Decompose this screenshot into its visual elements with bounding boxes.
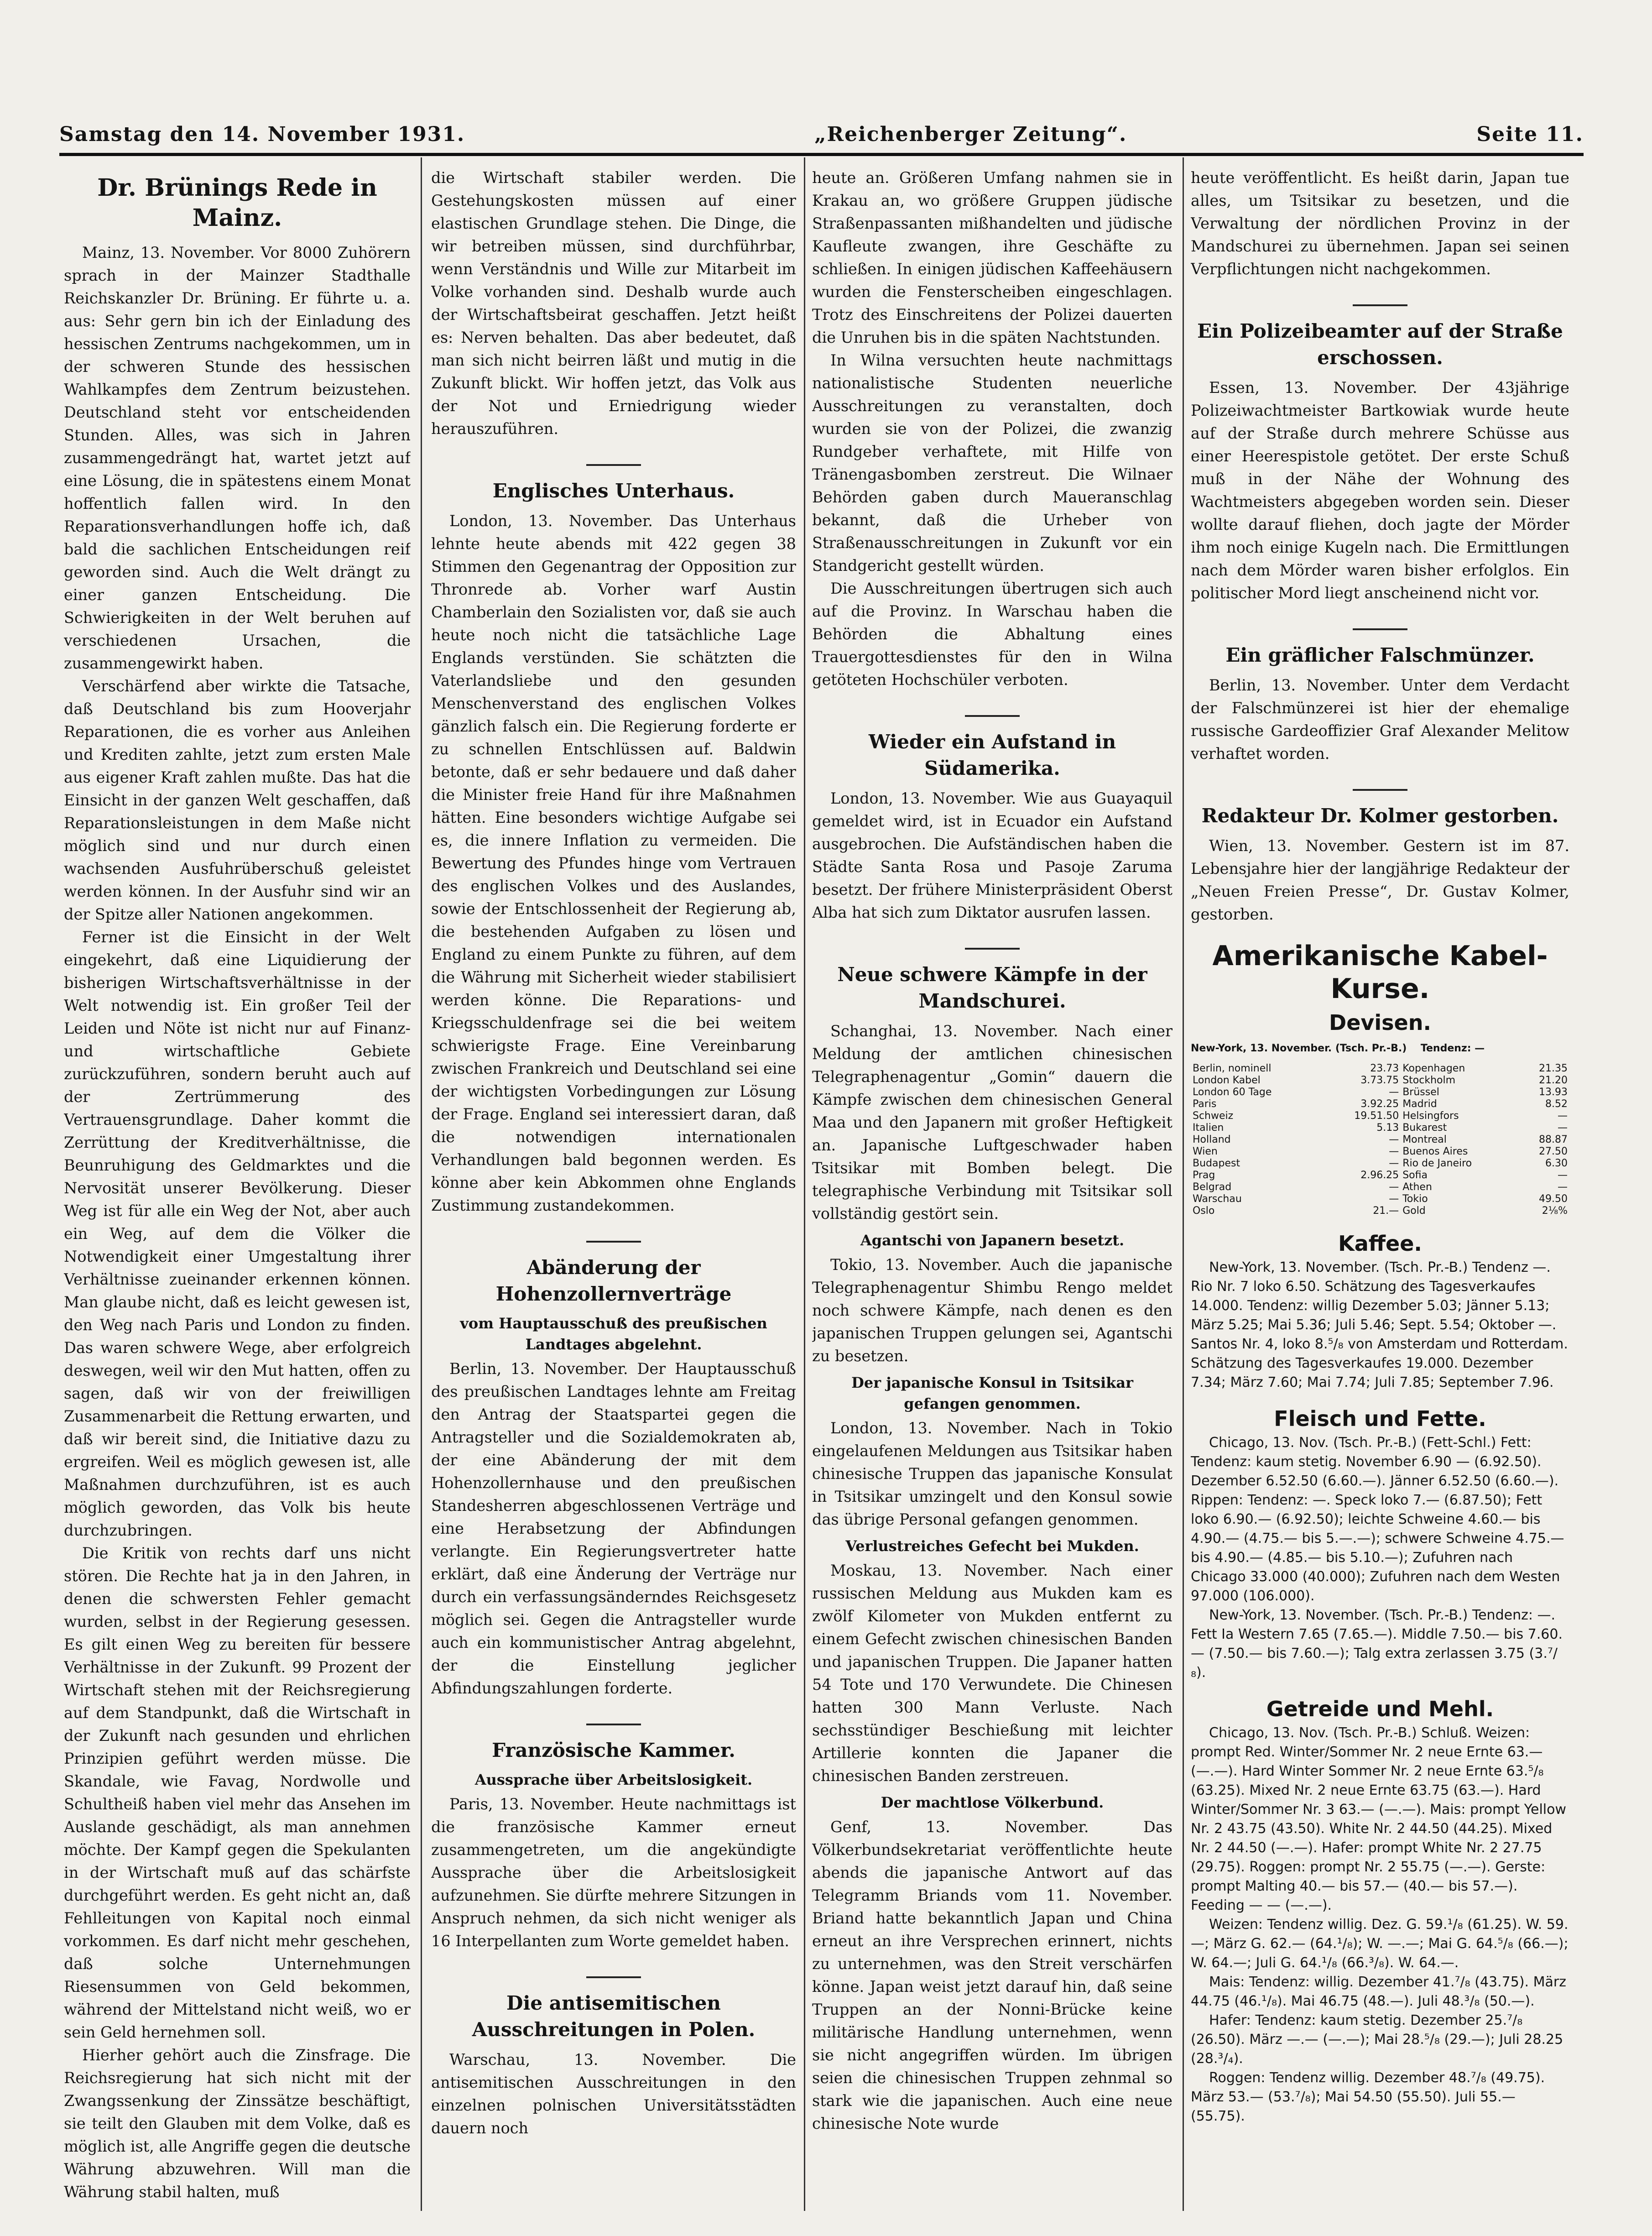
currency-rate: — bbox=[1389, 1087, 1399, 1098]
article-paragraph: die Wirtschaft stabiler werden. Die Gestehungskosten müssen auf einer elastischen Grundlage stehen. Die Dinge, die wir betreiben müssen, sind durchführbar, wenn Verständnis und Wille zur Mitarbeit im Volke vorhanden sind. Deshalb wurde auch der Wirtschaftsbeirat geschaffen. Jetzt heißt es: Nerven behalten. Das aber bedeutet, daß man sich nicht beirren läßt und mutig in die Zukunft blickt. Wir hoffen jetzt, das Volk aus der Not und Erniedrigung wieder herauszuführen. bbox=[431, 169, 796, 438]
article-title: Die antisemitischen Ausschreitungen in Polen. bbox=[472, 1992, 756, 2041]
devisen-row bbox=[1191, 1134, 1569, 1146]
currency-place: Helsingfors bbox=[1402, 1110, 1459, 1122]
article-paragraph: Berlin, 13. November. Unter dem Verdacht der Falschmünzerei ist hier der ehemalige russische Gardeoffizier Graf Alexander Melitow verhaftet worden. bbox=[1191, 676, 1569, 763]
devisen-row bbox=[1191, 1205, 1569, 1217]
market-report: Hafer: Tendenz: kaum stetig. Dezember 25.⁷/₈ (26.50). März —.— (—.—); Mai 28.⁵/₈ (29.—); Juli 28.25 (28.³/₄). bbox=[1191, 2012, 1563, 2067]
currency-place: Wien bbox=[1193, 1146, 1218, 1157]
market-report: Chicago, 13. Nov. (Tsch. Pr.-B.) Schluß. Weizen: prompt Red. Winter/Sommer Nr. 2 neue Ernte 63.— (—.—). Hard Winter Sommer Nr. 2 neue Ernte 63.⁵/₈ (63.25). Mixed Nr. 2 neue Ernte 63.75 (63.—). Hard Winter/Sommer Nr. 3 63.— (—.—). Mais: prompt Yellow Nr. 2 43.75 (43.50). White Nr. 2 44.50 (44.25). Mixed Nr. 2 44.50 (—.—). Hafer: prompt White Nr. 2 27.75 (29.75). Roggen: prompt Nr. 2 55.75 (—.—). Gerste: prompt Malting 40.— bis 57.— (40.— bis 57.—). Feeding — — (—.—). bbox=[1191, 1725, 1567, 1913]
column-4 bbox=[1191, 167, 1569, 2220]
header-rule bbox=[59, 153, 1584, 156]
currency-place: Tokio bbox=[1402, 1193, 1428, 1205]
column-rule bbox=[804, 157, 805, 2211]
currency-rate: 23.73 bbox=[1370, 1063, 1399, 1074]
article-title: Französische Kammer. bbox=[492, 1739, 735, 1761]
currency-place: Budapest bbox=[1193, 1158, 1240, 1169]
currency-place: Madrid bbox=[1402, 1098, 1437, 1110]
article-separator bbox=[431, 1226, 796, 1249]
currency-rate: — bbox=[1558, 1170, 1568, 1181]
currency-place: Rio de Janeiro bbox=[1402, 1158, 1472, 1169]
column-rule bbox=[1183, 157, 1184, 2211]
currency-rate: 21.35 bbox=[1539, 1063, 1568, 1074]
devisen-header-tendency: Tendenz: — bbox=[1420, 1043, 1485, 1054]
article-separator bbox=[812, 700, 1173, 723]
currency-place: Gold bbox=[1402, 1205, 1426, 1217]
currency-place: Belgrad bbox=[1193, 1181, 1232, 1193]
currency-rate: 8.52 bbox=[1545, 1098, 1568, 1110]
currency-rate: 21.20 bbox=[1539, 1075, 1568, 1086]
article-paragraph: Wien, 13. November. Gestern ist im 87. Lebensjahre hier der langjährige Redakteur der „Neuen Freien Presse“, Dr. Gustav Kolmer, gestorben. bbox=[1191, 837, 1569, 923]
article-separator bbox=[431, 1709, 796, 1732]
devisen-header-source: New-York, 13. November. (Tsch. Pr.-B.) bbox=[1191, 1043, 1407, 1054]
currency-place: Stockholm bbox=[1402, 1075, 1456, 1086]
devisen-header bbox=[1191, 1037, 1569, 1060]
article-paragraph: In Wilna versuchten heute nachmittags nationalistische Studenten neuerliche Ausschreitungen zu veranstalten, doch wurden sie von der Polizei, die zwanzig Rundgeber verhaftete, mit Hilfe von Tränengasbomben zerstreut. Die Wilnaer Behörden gaben durch Maueranschlag bekannt, daß die Urheber von Straßenausschreitungen in Zukunft vor ein Standgericht gestellt würden. bbox=[812, 351, 1173, 575]
article-title: Neue schwere Kämpfe in der Mandschurei. bbox=[837, 963, 1147, 1012]
currency-place: Kopenhagen bbox=[1402, 1063, 1465, 1074]
currency-rate: 27.50 bbox=[1539, 1146, 1568, 1157]
devisen-row bbox=[1191, 1181, 1569, 1193]
article-title: Wieder ein Aufstand in Südamerika. bbox=[868, 731, 1116, 779]
currency-place: Prag bbox=[1193, 1170, 1215, 1181]
currency-place: Holland bbox=[1193, 1134, 1231, 1145]
currency-rate: — bbox=[1389, 1193, 1399, 1205]
devisen-row bbox=[1191, 1063, 1569, 1075]
article-paragraph: Moskau, 13. November. Nach einer russischen Meldung aus Mukden kam es zwölf Kilometer von Mukden entfernt zu einem Gefecht zwischen chinesischen Banden und japanischen Truppen. Die Japaner hatten 54 Tote und 170 Verwundete. Die Chinesen hatten 300 Mann Verluste. Nach sechsstündiger Beschießung mit leichter Artillerie konnten die Japaner die chinesischen Banden zerstreuen. bbox=[812, 1562, 1173, 1785]
currency-place: Paris bbox=[1193, 1098, 1217, 1110]
currency-rate: 6.30 bbox=[1545, 1158, 1568, 1169]
devisen-row bbox=[1191, 1110, 1569, 1122]
newspaper-name: „Reichenberger Zeitung“. bbox=[814, 123, 1127, 146]
devisen-row bbox=[1191, 1170, 1569, 1181]
devisen-title: Devisen. bbox=[1329, 1010, 1431, 1035]
article-subheading: Agantschi von Japanern besetzt. bbox=[860, 1232, 1125, 1249]
currency-rate: 3.73.75 bbox=[1360, 1075, 1399, 1086]
page-number: Seite 11. bbox=[1476, 123, 1584, 146]
article-paragraph: London, 13. November. Wie aus Guayaquil gemeldet wird, ist in Ecuador ein Aufstand ausgebrochen. Die Aufständischen haben die Städte Santa Rosa und Pasoje Zaruma besetzt. Der frühere Ministerpräsident Oberst Alba hat sich zum Diktator ausrufen lassen. bbox=[812, 789, 1173, 921]
currency-place: Berlin, nominell bbox=[1193, 1063, 1272, 1074]
article-separator bbox=[431, 1962, 796, 1985]
currency-rate: — bbox=[1558, 1122, 1568, 1134]
article-paragraph: Mainz, 13. November. Vor 8000 Zuhörern sprach in der Mainzer Stadthalle Reichskanzler Dr. Brüning. Er führte u. a. aus: Sehr gern bin ich der Einladung des hessischen Zentrums nachgekommen, um in der schweren Stunde des hessischen Wahlkampfes dem Zentrum beizustehen. Deutschland steht vor entscheidenden Stunden. Alles, was sich in Jahren zusammengedrängt hat, wartet jetzt auf eine Lösung, die in spätestens einem Monat hoffentlich fallen wird. In den Reparationsverhandlungen hoffe ich, daß bald die sachlichen Entscheidungen reif geworden sind. Auch die Welt drängt zu einer ganzen Entscheidung. Die Schwierigkeiten in der Welt beruhen auf verschiedenen Ursachen, die zusammengewirkt haben. bbox=[64, 244, 411, 672]
article-subtitle: vom Hauptausschuß des preußischen Landtages abgelehnt. bbox=[460, 1315, 767, 1353]
page-header bbox=[59, 110, 1584, 146]
article-separator bbox=[1191, 774, 1569, 797]
article-title: Abänderung der Hohenzollernverträge bbox=[495, 1256, 732, 1305]
currency-place: Schweiz bbox=[1193, 1110, 1234, 1122]
currency-rate: — bbox=[1389, 1134, 1399, 1145]
currency-place: Buenos Aires bbox=[1402, 1146, 1468, 1157]
article-paragraph: Die Kritik von rechts darf uns nicht stören. Die Rechte hat ja in den Jahren, in denen die schwersten Fehler gemacht wurden, selbst in der Regierung gesessen. Es gilt einen Weg zu bereiten für bessere Verhältnisse in der Zukunft. 99 Prozent der Wirtschaft stehen mit der Reichsregierung auf dem Standpunkt, daß die Wirtschaft in der Zukunft nach gesunden und ehrlichen Prinzipien geführt werden müsse. Die Skandale, wie Favag, Nordwolle und Schultheiß haben viel mehr das Ansehen im Auslande geschädigt, als man annehmen möchte. Der Kampf gegen die Spekulanten in der Wirtschaft muß auf das schärfste durchgeführt werden. Es geht nicht an, daß Fehlleitungen von Kapital noch einmal vorkommen. Es darf nicht mehr geschehen, daß solche Unternehmungen Riesensummen von Geld bekommen, während der Mittelstand nicht weiß, wo er sein Geld hernehmen soll. bbox=[64, 1544, 411, 2041]
article-separator bbox=[1191, 290, 1569, 313]
market-report: New-York, 13. November. (Tsch. Pr.-B.) Tendenz: —. Fett Ia Western 7.65 (7.65.—). Middle 7.50.— bis 7.60.— (7.50.— bis 7.60.—); Talg extra zerlassen 3.75 (3.⁷/₈). bbox=[1191, 1607, 1563, 1681]
currency-rate: 3.92.25 bbox=[1360, 1098, 1399, 1110]
currency-place: Montreal bbox=[1402, 1134, 1447, 1145]
article-paragraph: Paris, 13. November. Heute nachmittags ist die französische Kammer erneut zusammengetreten, um die angekündigte Aussprache über die Arbeitslosigkeit aufzunehmen. Sie dürfte mehrere Sitzungen in Anspruch nehmen, da sich nicht weniger als 16 Interpellanten zum Worte gemeldet haben. bbox=[431, 1795, 796, 1950]
article-paragraph: Essen, 13. November. Der 43jährige Polizeiwachtmeister Bartkowiak wurde heute auf der Straße durch mehrere Schüsse aus einer Heerespistole getötet. Der erste Schuß muß in der Nähe der Wohnung des Wachtmeisters abgegeben worden sein. Dieser wollte darauf fliehen, doch jagte der Mörder ihm noch einige Kugeln nach. Die Ermittlungen nach dem Mörder waren bisher erfolglos. Ein politischer Mord liegt anscheinend nicht vor. bbox=[1191, 379, 1569, 602]
currency-rate: — bbox=[1389, 1158, 1399, 1169]
market-report: Mais: Tendenz: willig. Dezember 41.⁷/₈ (43.75). März 44.75 (46.¹/₈). Mai 46.75 (48.—). Juli 48.³/₈ (50.—). bbox=[1191, 1974, 1566, 2009]
market-report: Chicago, 13. Nov. (Tsch. Pr.-B.) (Fett-Schl.) Fett: Tendenz: kaum stetig. November 6.90 — (6.92.50). Dezember 6.52.50 (6.60.—). Jänner 6.52.50 (6.60.—). Rippen: Tendenz: —. Speck loko 7.— (6.87.50); Fett loko 6.90.— (6.92.50); leichte Schweine 4.60.— bis 4.90.— (4.75.— bis 5.—.—); schwere Schweine 4.75.— bis 4.90.— (4.85.— bis 5.10.—); Zufuhren nach Chicago 33.000 (40.000); Zufuhren nach dem Westen 97.000 (106.000). bbox=[1191, 1435, 1564, 1604]
article-title: Ein Polizeibeamter auf der Straße erschossen. bbox=[1197, 320, 1563, 369]
currency-rate: 21.— bbox=[1373, 1205, 1399, 1217]
currency-place: Athen bbox=[1402, 1181, 1432, 1193]
devisen-row bbox=[1191, 1146, 1569, 1158]
cable-rates-section bbox=[1191, 940, 1569, 2126]
article-subheading: Der machtlose Völkerbund. bbox=[881, 1794, 1104, 1811]
fleisch-title: Fleisch und Fette. bbox=[1274, 1406, 1486, 1431]
currency-place: Brüssel bbox=[1402, 1087, 1439, 1098]
devisen-row bbox=[1191, 1087, 1569, 1098]
devisen-row bbox=[1191, 1122, 1569, 1134]
column-1 bbox=[64, 167, 411, 2220]
article-separator bbox=[431, 449, 796, 472]
currency-rate: 5.13 bbox=[1376, 1122, 1399, 1134]
article-paragraph: heute veröffentlicht. Es heißt darin, Japan tue alles, um Tsitsikar zu besetzen, und die Verwaltung der nördlichen Provinz in der Mandschurei zu übernehmen. Japan sei seinen Verpflichtungen nicht nachgekommen. bbox=[1191, 169, 1569, 278]
currency-place: Italien bbox=[1193, 1122, 1224, 1134]
currency-place: Warschau bbox=[1193, 1193, 1242, 1205]
currency-rate: 2⅛% bbox=[1542, 1205, 1568, 1217]
currency-place: Oslo bbox=[1193, 1205, 1215, 1217]
article-paragraph: London, 13. November. Das Unterhaus lehnte heute abends mit 422 gegen 38 Stimmen den Gegenantrag der Opposition zur Thronrede ab. Vorher warf Austin Chamberlain den Sozialisten vor, daß sie auch heute noch nicht die tatsächliche Lage Englands verstünden. Sie schätzten die Vaterlandsliebe und den gesunden Menschenverstand des englischen Volkes gänzlich falsch ein. Die Regierung forderte er zu schnellen Entschlüssen auf. Baldwin betonte, daß er sehr bedauere und daß daher die Minister freie Hand für ihre Maßnahmen hätten. Eine besonders wichtige Aufgabe sei es, die innere Inflation zu vermeiden. Die Bewertung des Pfundes hinge vom Vertrauen des englischen Volkes und des Auslandes, sowie der Entschlossenheit der Regierung ab, die bestehenden Aufgaben zu lösen und England zu einem Punkte zu führen, auf dem die Währung mit Sicherheit wieder stabilisiert werden könne. Die Reparations- und Kriegsschuldenfrage sei die bei weitem schwierigste Frage. Eine Vereinbarung zwischen Frankreich und Deutschland sei eine der wichtigsten Vorbedingungen zur Lösung der Frage. England sei interessiert daran, daß die notwendigen internationalen Verhandlungen bald begonnen werden. Es könne aber kein Abkommen ohne Englands Zustimmung zustandekommen. bbox=[431, 512, 796, 1214]
article-paragraph: Die Ausschreitungen übertrugen sich auch auf die Provinz. In Warschau haben die Behörden die Abhaltung eines Trauergottesdienstes für den in Wilna getöteten Hochschüler verboten. bbox=[812, 580, 1173, 689]
column-rule bbox=[421, 157, 422, 2211]
article-separator bbox=[812, 933, 1173, 956]
devisen-row bbox=[1191, 1075, 1569, 1087]
article-paragraph: London, 13. November. Nach in Tokio eingelaufenen Meldungen aus Tsitsikar haben chinesische Truppen das japanische Konsulat in Tsitsikar umzingelt und den Konsul sowie das übrige Personal gefangen genommen. bbox=[812, 1419, 1173, 1528]
currency-rate: 19.51.50 bbox=[1354, 1110, 1399, 1122]
currency-place: London Kabel bbox=[1193, 1075, 1261, 1086]
article-paragraph: Genf, 13. November. Das Völkerbundsekretariat veröffentlichte heute abends die japanische Antwort auf das Telegramm Briands vom 11. November. Briand hatte bekanntlich Japan und China erneut an ihre Versprechen erinnert, nichts zu unternehmen, was den Streit verschärfen könne. Japan weist jetzt darauf hin, daß seine Truppen an der Nonni-Brücke keine militärische Handlung unternehmen, wenn sie nicht angegriffen würden. Im übrigen seien die chinesischen Truppen zehnmal so stark wie die japanischen. Auch eine neue chinesische Note wurde bbox=[812, 1818, 1173, 2132]
devisen-row bbox=[1191, 1193, 1569, 1205]
article-paragraph: Verschärfend aber wirkte die Tatsache, daß Deutschland bis zum Hooverjahr Reparationen, die es vorher aus Anleihen und Krediten zahlte, jetzt zum ersten Male aus eigener Kraft zahlen mußte. Das hat die Einsicht in der ganzen Welt geschaffen, daß Reparationsleistungen in dem Maße nicht möglich sind und nur durch einen wachsenden Ausfuhrüberschuß geleistet werden können. In der Ausfuhr sind wir an der Spitze aller Nationen angekommen. bbox=[64, 677, 411, 923]
article-subtitle: Aussprache über Arbeitslosigkeit. bbox=[474, 1771, 753, 1788]
column-3 bbox=[812, 167, 1173, 2220]
currency-rate: — bbox=[1389, 1146, 1399, 1157]
devisen-row bbox=[1191, 1098, 1569, 1110]
currency-rate: — bbox=[1389, 1181, 1399, 1193]
article-paragraph: Berlin, 13. November. Der Hauptausschuß des preußischen Landtages lehnte am Freitag den Antrag der Staatspartei gegen die Antragsteller und die Sozialdemokraten ab, der eine Abänderung der mit dem Hohenzollernhause und den preußischen Standesherren abgeschlossenen Verträge und eine Herabsetzung der Abfindungen verlangte. Ein Regierungsvertreter hatte erklärt, daß eine Änderung der Verträge nur durch ein verfassungsänderndes Reichsgesetz möglich sei. Gegen die Antragsteller wurde auch ein kommunistischer Antrag abgelehnt, der die Einstellung jeglicher Abfindungszahlungen forderte. bbox=[431, 1360, 796, 1697]
currency-place: Sofia bbox=[1402, 1170, 1428, 1181]
article-subheading: Der japanische Konsul in Tsitsikar gefangen genommen. bbox=[851, 1374, 1133, 1412]
article-paragraph: Schanghai, 13. November. Nach einer Meldung der amtlichen chinesischen Telegraphenagentur „Gomin“ dauern die Kämpfe zwischen dem chinesischen General Maa und den Japanern mit großer Heftigkeit an. Japanische Luftgeschwader haben Tsitsikar mit Bomben belegt. Die telegraphische Verbindung mit Tsitsikar soll vollständig gestört sein. bbox=[812, 1022, 1173, 1222]
kaffee-title: Kaffee. bbox=[1338, 1231, 1422, 1256]
article-paragraph: Hierher gehört auch die Zinsfrage. Die Reichsregierung hat sich nicht mit der Zwangssenkung der Zinssätze beschäftigt, sie teilt den Glauben mit dem Volke, daß es möglich ist, alle Angriffe gegen die deutsche Währung abzuwehren. Will man die Währung stabil halten, muß bbox=[64, 2046, 411, 2201]
market-report: Weizen: Tendenz willig. Dez. G. 59.¹/₈ (61.25). W. 59.—; März G. 62.— (64.¹/₈); W. —.—; Mai G. 64.⁵/₈ (66.—); W. 64.—; Juli G. 64.¹/₈ (66.³/₈). W. 64.—. bbox=[1191, 1917, 1569, 1971]
article-paragraph: Ferner ist die Einsicht in der Welt eingekehrt, daß eine Liquidierung der bisherigen Wirtschaftsverhältnisse in der Welt notwendig ist. Ein großer Teil der Leiden und Nöte ist nicht nur auf Finanz- und wirtschaftliche Gebiete zurückzuführen, sondern beruht auch auf der Zertrümmerung des Vertrauensgrundlage. Daher kommt die Zerrüttung der Kreditverhältnisse, die Beunruhigung des Geldmarktes und die Nervosität unserer Bevölkerung. Dieser Weg ist für alle ein Weg der Not, aber auch ein Weg, auf dem die Völker die Notwendigkeit einer Umgestaltung ihrer Verhältnisse zueinander erkennen können. Man glaube nicht, daß es leicht gewesen ist, den Weg nach Paris und London zu finden. Das waren schwere Wege, aber erfolgreich deswegen, weil wir den Mut hatten, offen zu sagen, daß wir von der freiwilligen Zusammenarbeit die Rettung erwarten, und daß wir bereit sind, die Initiative dazu zu ergreifen. Weil es möglich gewesen ist, alle Maßnahmen durchzuführen, ist es auch möglich geworden, das Volk bis heute durchzubringen. bbox=[64, 928, 411, 1539]
market-report: New-York, 13. November. (Tsch. Pr.-B.) Tendenz —. Rio Nr. 7 loko 6.50. Schätzung des Tagesverkaufes 14.000. Tendenz: willig Dezember 5.03; Jänner 5.13; März 5.25; Mai 5.36; Juli 5.46; Sept. 5.54; Oktober —. Santos Nr. 4, loko 8.⁵/₈ von Amsterdam und Rotterdam. Schätzung des Tagesverkaufes 19.000. Dezember 7.34; März 7.60; Mai 7.74; Juli 7.85; September 7.96. bbox=[1191, 1259, 1568, 1390]
currency-rate: 13.93 bbox=[1539, 1087, 1568, 1098]
article-subheading: Verlustreiches Gefecht bei Mukden. bbox=[845, 1537, 1139, 1555]
article-paragraph: Warschau, 13. November. Die antisemitischen Ausschreitungen in den einzelnen polnischen Universitätsstädten dauern noch bbox=[431, 2051, 796, 2137]
article-paragraph: heute an. Größeren Umfang nahmen sie in Krakau an, wo größere Gruppen jüdische Straßenpassanten mißhandelten und jüdische Kaufleute zwangen, ihre Geschäfte zu schließen. In einigen jüdischen Kaffeehäusern wurden die Fensterscheiben eingeschlagen. Trotz des Einschreitens der Polizei dauerten die Unruhen bis in die späten Nachtstunden. bbox=[812, 169, 1173, 346]
article-title: Redakteur Dr. Kolmer gestorben. bbox=[1201, 805, 1559, 827]
article-title: Englisches Unterhaus. bbox=[492, 480, 735, 502]
devisen-table bbox=[1191, 1063, 1569, 1217]
article-separator bbox=[1191, 614, 1569, 637]
column-2 bbox=[431, 167, 796, 2220]
currency-rate: 88.87 bbox=[1539, 1134, 1568, 1145]
getreide-title: Getreide und Mehl. bbox=[1266, 1697, 1494, 1721]
currency-rate: 49.50 bbox=[1539, 1193, 1568, 1205]
currency-place: London 60 Tage bbox=[1193, 1087, 1272, 1098]
currency-rate: 2.96.25 bbox=[1360, 1170, 1399, 1181]
issue-date: Samstag den 14. November 1931. bbox=[59, 123, 465, 146]
article-title: Dr. Brünings Rede in Mainz. bbox=[97, 174, 377, 232]
devisen-row bbox=[1191, 1158, 1569, 1170]
market-report: Roggen: Tendenz willig. Dezember 48.⁷/₈ (49.75). März 53.— (53.⁷/₈); Mai 54.50 (55.50). Juli 55.— (55.75). bbox=[1191, 2070, 1545, 2124]
currency-rate: — bbox=[1558, 1110, 1568, 1122]
cable-rates-title: Amerikanische Kabel-Kurse. bbox=[1212, 940, 1548, 1005]
article-paragraph: Tokio, 13. November. Auch die japanische Telegraphenagentur Shimbu Rengo meldet noch schwere Kämpfe, nach denen es den japanischen Truppen gelungen sei, Agantschi zu besetzen. bbox=[812, 1256, 1173, 1365]
article-title: Ein gräflicher Falschmünzer. bbox=[1225, 644, 1535, 666]
currency-place: Bukarest bbox=[1402, 1122, 1447, 1134]
currency-rate: — bbox=[1558, 1181, 1568, 1193]
